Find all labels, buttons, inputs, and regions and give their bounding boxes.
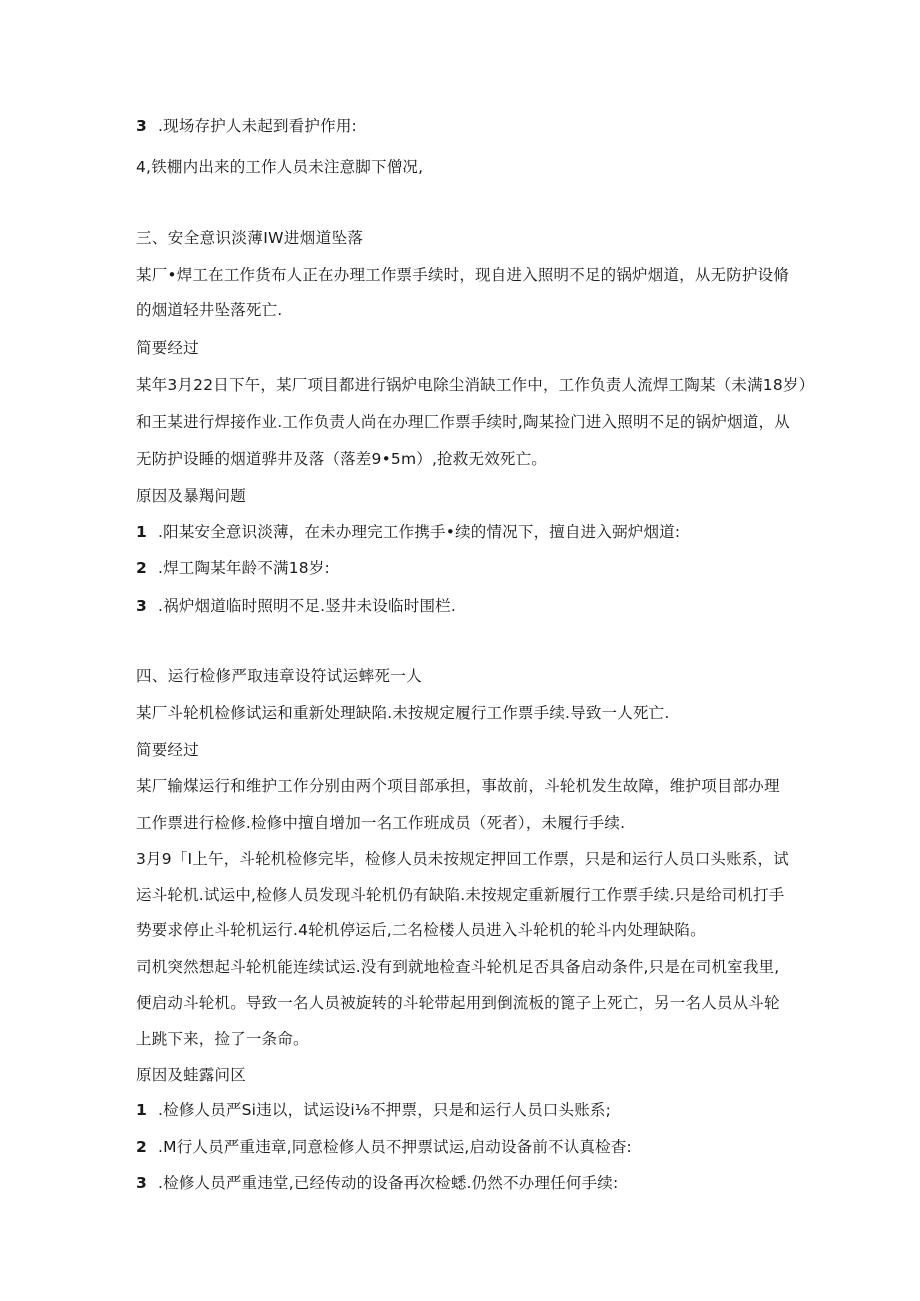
section-heading: 四、运行检修严取违章设符试运蟀死一人 xyxy=(136,667,423,685)
paragraph-line: 司机突然想起斗轮机能连续试运.没有到就地检查斗轮机足否具备启动条件,只是在司机室我里, xyxy=(136,958,780,976)
paragraph-line: 某厂斗轮机检修试运和重新处理缺陷.未按规定履行工作票手续.导致一人死亡. xyxy=(136,704,670,722)
paragraph-line: 某厂•焊工在工作货布人正在办理工作票手续时，现自进入照明不足的锅炉烟道，从无防护设脩 xyxy=(136,266,790,284)
list-item xyxy=(136,596,796,616)
subheading: 原因及暴羯问题 xyxy=(136,487,246,505)
paragraph-line: 势要求停止斗轮机运行.4轮机停运后,二名检楼人员进入斗轮机的轮斗内处理缺陷。 xyxy=(136,921,706,939)
list-text: .检修人员严Si违以，试运设i⅛不押票，只是和运行人员口头账系; xyxy=(158,1101,612,1119)
list-number: 2 xyxy=(136,1138,147,1156)
paragraph-line: 某厂输煤运行和维护工作分别由两个项目部承担，事故前，斗轮机发生故障，维护项目部办理 xyxy=(136,777,780,795)
paragraph-line: 无防护设睡的烟道骅井及落（落差9•5m）,抢救无效死亡。 xyxy=(136,450,547,468)
subheading: 简要经过 xyxy=(136,339,199,357)
paragraph-line: 和王某进行焊接作业.工作负责人尚在办理匚作票手续时,陶某捡门进入照明不足的锅炉烟道，从 xyxy=(136,413,790,431)
paragraph-line: 工作票进行检修.检修中擅自增加一名工作班成员（死者），未履行手续. xyxy=(136,814,626,832)
list-text: 4,铁棚内出来的工作人员未注意脚下僧况, xyxy=(136,158,424,176)
list-number: 1 xyxy=(136,1101,147,1119)
list-text: .检修人员严重违堂,已经传动的设备再次检蟋.仍然不办理任何手续: xyxy=(158,1174,619,1192)
list-text: .焊工陶某年龄不满18岁: xyxy=(158,559,330,577)
list-number: 1 xyxy=(136,523,147,541)
paragraph-line: 的烟道轻井坠落死亡. xyxy=(136,301,283,319)
list-text: .M行人员严重违章,同意检修人员不押票试运,启动设备前不认真检杳: xyxy=(158,1138,632,1156)
list-text: .现场存护人未起到看护作用: xyxy=(158,117,357,135)
list-item xyxy=(136,1137,796,1157)
list-item xyxy=(136,522,796,542)
list-item xyxy=(136,558,796,578)
list-number: 2 xyxy=(136,559,147,577)
list-text: .祸炉烟道临时照明不足.竖井未设临时围栏. xyxy=(158,597,456,615)
paragraph-line: 某年3月22日下午，某厂项目都进行锅炉电除尘消缺工作中，工作负责人流焊工陶某（未满18岁） xyxy=(136,376,815,394)
list-item xyxy=(136,1173,796,1193)
paragraph-line: 3月9「I上午，斗轮机检修完毕，检修人员未按规定押回工作票，只是和运行人员口头账系，试 xyxy=(136,850,789,868)
paragraph-line: 运斗轮机.试运中,检修人员发现斗轮机仍有缺陷.未按规定重新履行工作票手续.只是给司机打手 xyxy=(136,886,785,904)
list-number: 3 xyxy=(136,1174,147,1192)
subheading: 原因及蛙露问区 xyxy=(136,1066,246,1084)
paragraph-line: 上跳下来，捡了一条命。 xyxy=(136,1030,309,1048)
list-item xyxy=(136,1100,796,1120)
list-number: 3 xyxy=(136,597,147,615)
list-text: .阳某安全意识淡薄，在未办理完工作携手•续的情况下，擅自进入弼炉烟道: xyxy=(158,523,681,541)
list-item xyxy=(136,157,796,177)
list-number: 3 xyxy=(136,117,147,135)
section-heading: 三、安全意识淡薄IW进烟道坠落 xyxy=(136,229,364,247)
paragraph-line: 便启动斗轮机。导致一名人员被旋转的斗轮带起用到倒流板的篦子上死亡，另一名人员从斗轮 xyxy=(136,994,780,1012)
list-item xyxy=(136,116,796,136)
subheading: 简要经过 xyxy=(136,741,199,759)
